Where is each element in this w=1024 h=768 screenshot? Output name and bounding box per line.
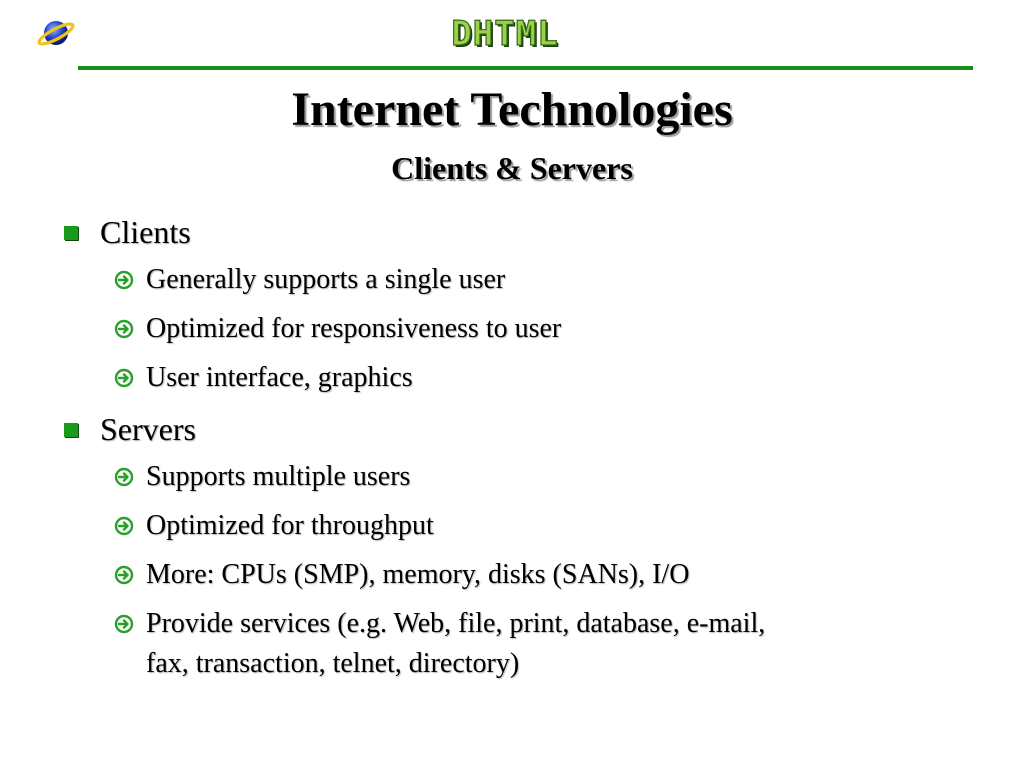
slide-subtitle: Clients & Servers	[391, 150, 633, 186]
square-bullet-icon	[64, 423, 78, 437]
list-item	[62, 604, 786, 684]
list-item-text: User interface, graphics	[146, 362, 413, 393]
arrow-circle-icon	[114, 614, 134, 634]
section-label: Clients	[100, 214, 191, 250]
list-item	[62, 457, 962, 497]
list-item	[62, 506, 962, 546]
bullet-list	[62, 210, 962, 693]
list-item-text: Optimized for responsiveness to user	[146, 313, 562, 344]
list-item-text: Optimized for throughput	[146, 510, 434, 541]
slide-title: Internet Technologies	[291, 83, 733, 136]
arrow-circle-icon	[114, 467, 134, 487]
section-clients	[62, 210, 962, 254]
list-item-text: Supports multiple users	[146, 461, 411, 492]
list-item	[62, 309, 962, 349]
square-bullet-icon	[64, 226, 78, 240]
list-item	[62, 358, 962, 398]
arrow-circle-icon	[114, 516, 134, 536]
arrow-circle-icon	[114, 368, 134, 388]
header-divider	[78, 66, 973, 70]
section-label: Servers	[100, 411, 196, 447]
arrow-circle-icon	[114, 319, 134, 339]
list-item-text: Generally supports a single user	[146, 264, 506, 295]
arrow-circle-icon	[114, 565, 134, 585]
list-item-text: More: CPUs (SMP), memory, disks (SANs), I/O	[146, 559, 690, 590]
list-item	[62, 555, 962, 595]
arrow-circle-icon	[114, 270, 134, 290]
brand-title: DHTML	[451, 14, 559, 54]
list-item	[62, 260, 962, 300]
section-servers	[62, 407, 962, 451]
list-item-text: Provide services (e.g. Web, file, print, database, e-mail, fax, transaction, telnet, directory)	[146, 608, 766, 679]
